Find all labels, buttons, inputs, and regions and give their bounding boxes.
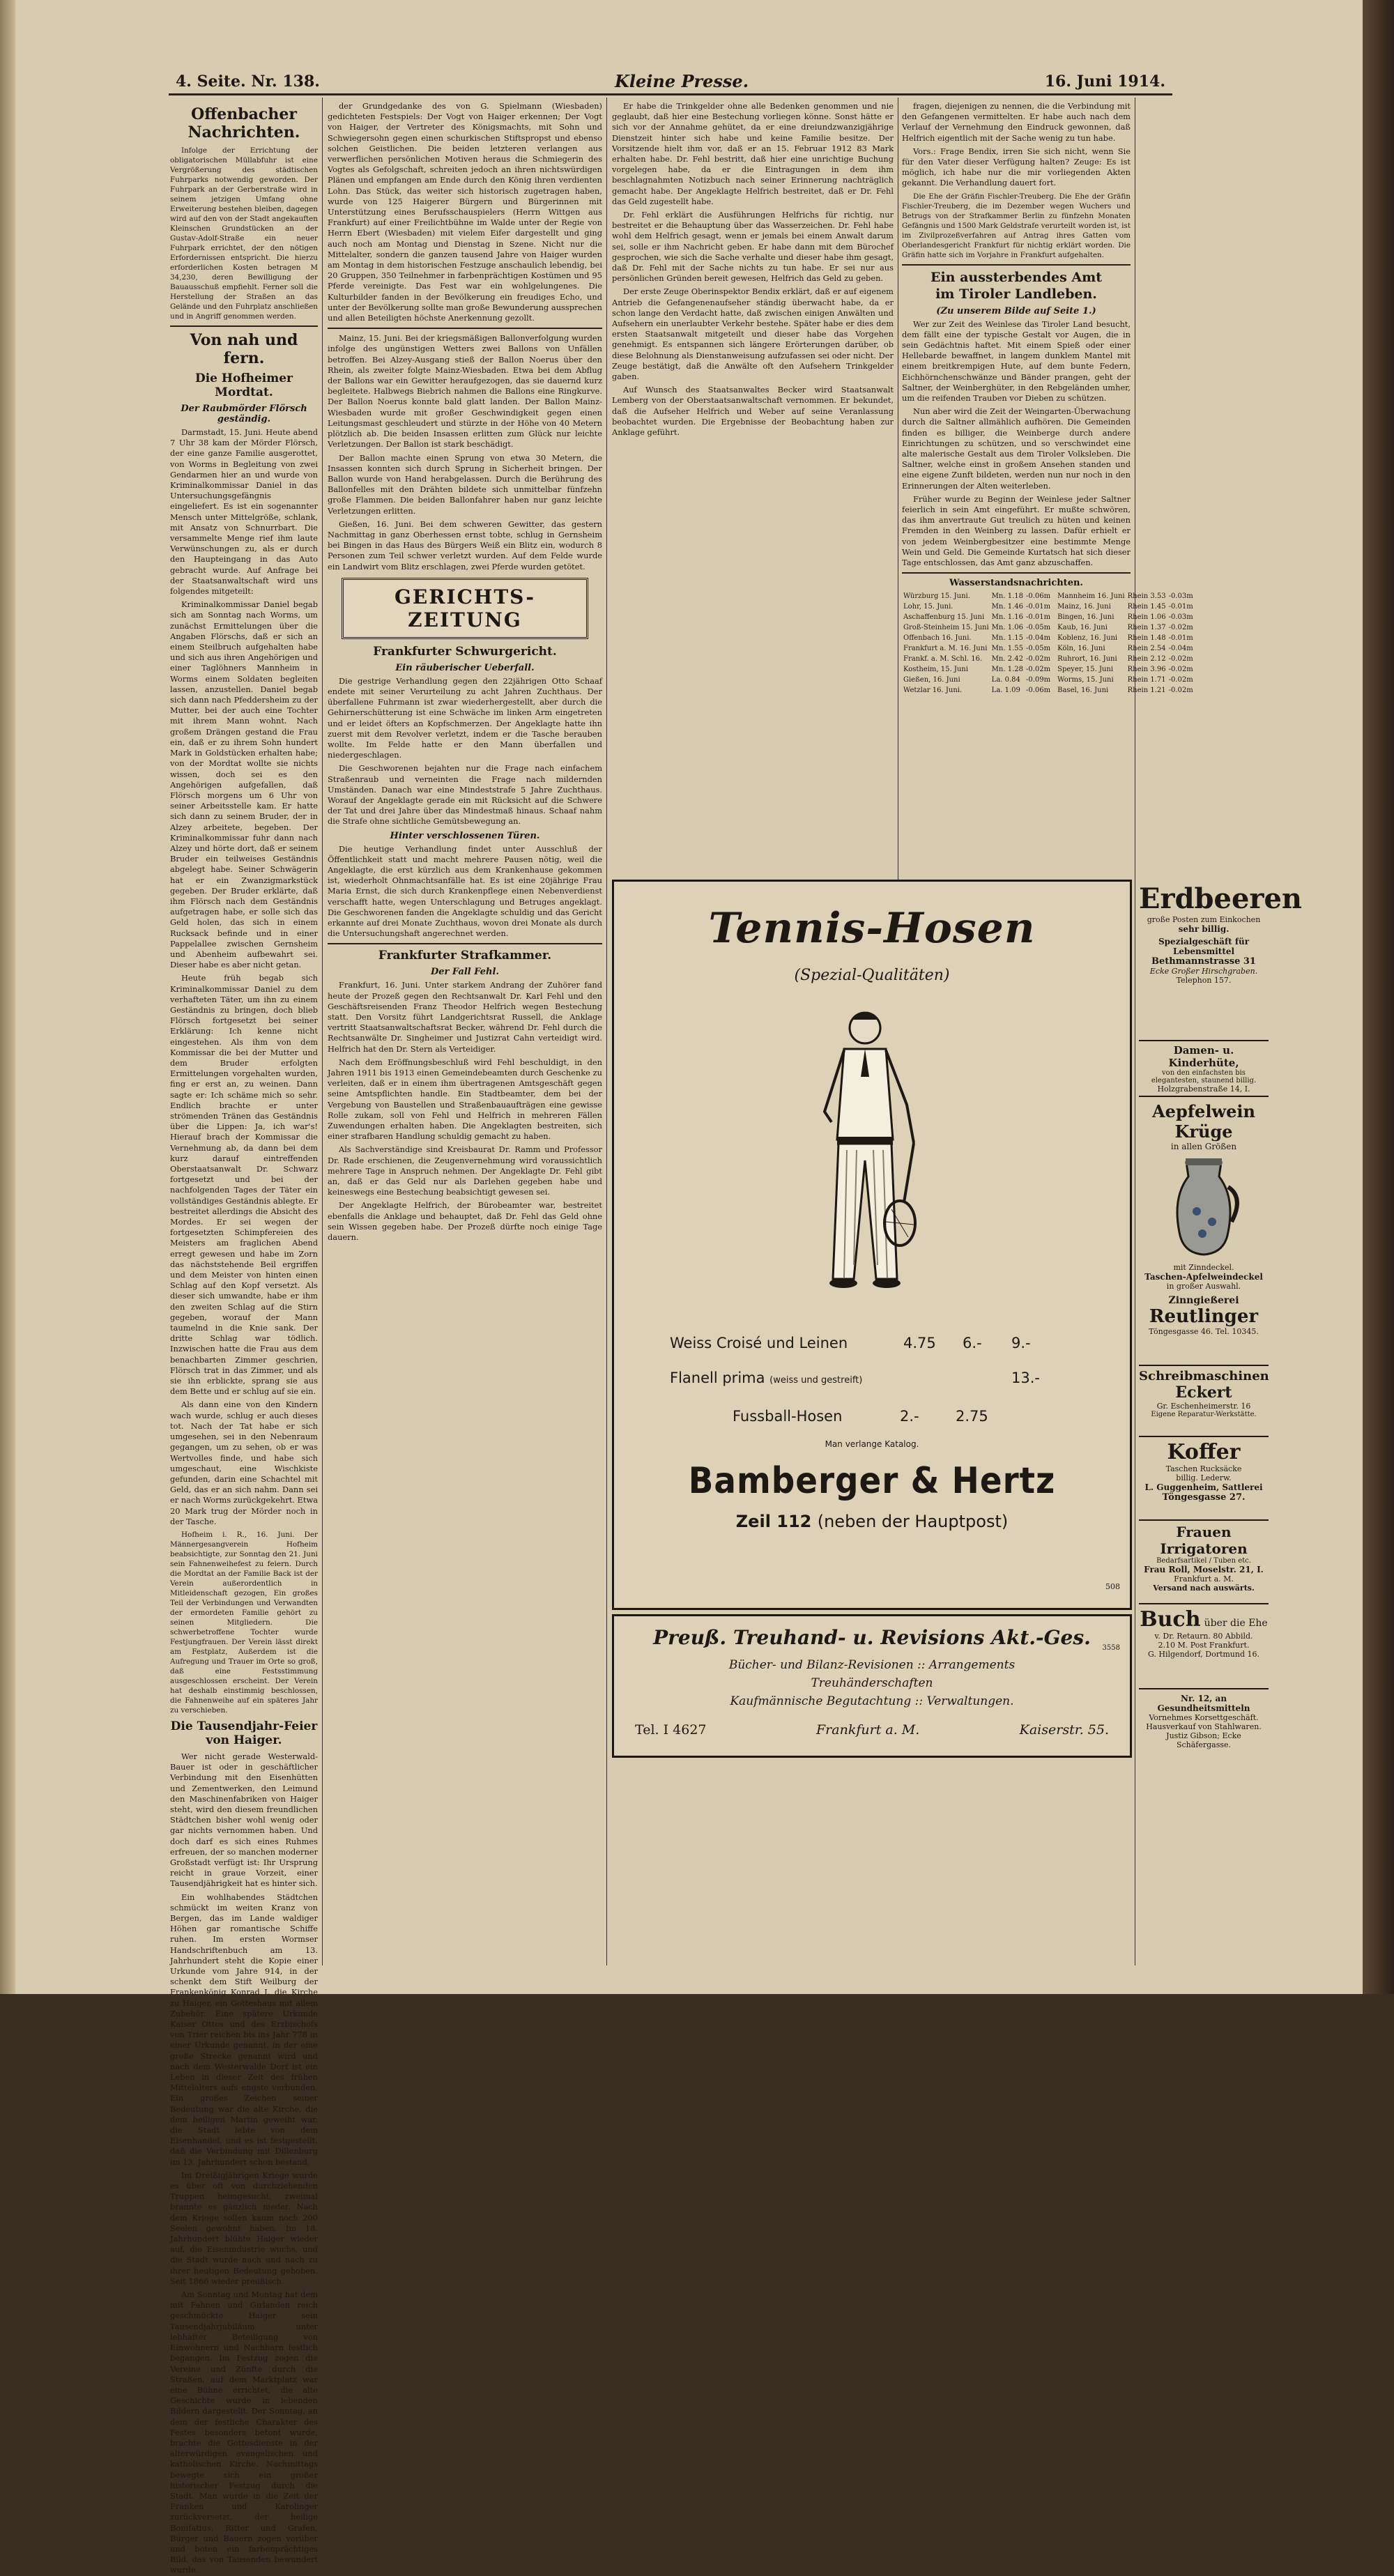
wasserstand-row	[1056, 622, 1195, 633]
heading-tiroler-landleben: im Tiroler Landleben.	[935, 286, 1097, 302]
ad-damenhuete	[1139, 1041, 1269, 1097]
price-row-fussball	[733, 1408, 1081, 1425]
wasserstand-cell: La. 0.84	[991, 676, 1020, 684]
heading-nah-fern: Von nah und fern.	[190, 331, 298, 367]
ad-subtitle: (Spezial-Qualitäten)	[794, 967, 950, 984]
small-ads-column	[1139, 880, 1303, 1869]
wasserstand-cell: Rhein 3.96	[1127, 666, 1166, 674]
article-paragraph: Auf Wunsch des Staatsanwaltes Becker wird Staatsanwalt Lemberg von der Oberstaatsanwaltschaft vernommen. Er bekundet, daß die Aufseher Helfrich und Weber auf seine Veranlassung beobachtet wurden. Die Ergebnisse der Beobachtung haben zur Anklage geführt.	[612, 385, 894, 438]
wasserstand-cell: Frankfurt a. M. 16. Juni	[903, 645, 988, 653]
ad-title: Damen- u. Kinderhüte,	[1168, 1044, 1239, 1069]
wasserstand-row	[902, 664, 1052, 675]
ad-line: Zinngießerei	[1168, 1295, 1239, 1306]
article-paragraph: Kriminalkommissar Daniel begab sich am Sonntag nach Worms, um zunächst Ermittelungen über die Angaben Flörschs, daß er sich an einem Steilbruch aufgehalten habe und sich aus ihren Angehörigen und einer Taglöhners Mannheim in Worms einem Soldaten begleiten lassen, anzustellen. Daniel begab sich dann nach Pfeddersheim zu der Mutter, bei der auch eine Tochter mit ihrem Mann wohnt. Nach großem Drängen gestand die Frau ein, daß er zu ihrem Sohn hundert Mark in Goldstücken erhalten habe; von der Mordtat wollte sie nichts wissen, doch sei es den Angehörigen aufgefallen, daß Flörsch morgens um 6 Uhr von seiner Arbeitsstelle kam. Er hatte sich dann zu seinem Bruder, der in Alzey arbeitete, begeben. Der Kriminalkommissar fuhr dann nach Alzey und hörte dort, daß er seinem Bruder ein teilweises Geständnis abgelegt habe. Seiner Schwägerin hat er ein Zwanzigmarkstück gegeben. Der Bruder erklärte, daß ihm Flörsch nach dem Geständnis aufgetragen habe, er solle sich das Geld holen, das sich in einem Rucksack befinde und in einer Pappelallee zwischen Gernsheim und Abenheim aufbewahrt sei. Dieser habe es aber nicht getan.	[170, 599, 318, 970]
gerichts-zeitung-banner: GERICHTS-ZEITUNG	[342, 578, 588, 639]
article-paragraph: Wer nicht gerade Westerwald-Bauer ist oder in geschäftlicher Verbindung mit den Eisenhütten und Zementwerken, den Leimund den Maschinenfabriken von Haiger steht, wird den diesem freundlichen Städtchen bisher wohl wenig oder gar nichts vernommen haben. Und doch darf es sich eines Ruhmes erfreuen, der so manchen moderner Großstadt verfügt ist: Ihr Ursprung reicht in graue Vorzeit, einer Tausendjährigkeit hat es hinter sich.	[170, 1751, 318, 1889]
ad-title: Frauen Irrigatoren	[1160, 1524, 1248, 1557]
ad-title: Aepfelwein Krüge	[1152, 1101, 1255, 1142]
wasserstand-left	[902, 591, 1052, 696]
wasserstand-cell: -0.02m	[1168, 666, 1193, 674]
price-label: Flanell prima	[670, 1370, 765, 1386]
wasserstand-cell: Rhein 2.12	[1127, 655, 1166, 664]
article-paragraph: fragen, diejenigen zu nennen, die die Verbindung mit den Gefangenen vermittelten. Er habe auch nach dem Verlauf der Vernehmung den Eindruck gewonnen, daß Helfrich eigentlich mit der Sache wenig zu tun habe.	[902, 101, 1131, 143]
ad-line: Ecke Großer Hirschgraben.	[1149, 967, 1258, 976]
wasserstand-cell: -0.02m	[1168, 676, 1193, 684]
wasserstand-cell: -0.06m	[1025, 687, 1051, 695]
header-date: 16. Juni 1914.	[1044, 72, 1165, 91]
wasserstand-row	[1056, 685, 1195, 696]
wasserstand-cell: Worms, 15. Juni	[1057, 676, 1114, 684]
price-row-flanell	[670, 1370, 1088, 1386]
wasserstand-cell: Ruhrort, 16. Juni	[1057, 655, 1117, 664]
subheading-ueberfall: Ein räuberischer Ueberfall.	[395, 662, 535, 673]
wasserstand-cell: Kostheim, 15. Juni	[903, 666, 968, 674]
wasserstand-cell: -0.09m	[1025, 676, 1051, 684]
column-rule	[606, 98, 607, 1965]
wasserstand-cell: -0.01m	[1168, 603, 1193, 611]
wasserstand-row	[1056, 654, 1195, 664]
page-edge	[0, 0, 15, 1994]
price-value: 2.75	[956, 1408, 988, 1425]
ad-firm-name: Eckert	[1175, 1383, 1232, 1402]
article-paragraph: Nach dem Eröffnungsbeschluß wird Fehl beschuldigt, in den Jahren 1911 bis 1913 einen Gemeindebeamten durch Geschenke zu verleiten, daß er in einem ihm übertragenen Amtsgeschäft gegen seine Amtspflichten handle. Ein Stadtbeamter, dem bei der Vergebung von Baustellen und Straßenbauaufträgen eine gewisse Rolle zukam, soll von Fehl und Helfrich in mehreren Fällen Zuwendungen erhalten haben. Die Angeklagten bestreiten, sich einer strafbaren Handlung schuldig gemacht zu haben.	[328, 1057, 602, 1142]
wasserstand-row	[902, 654, 1052, 664]
ad-address: Gr. Eschenheimerstr. 16	[1156, 1402, 1251, 1411]
ad-title: Tennis-Hosen	[708, 904, 1036, 953]
article-offenbach: Infolge der Errichtung der obligatorischen Müllabfuhr ist eine Vergrößerung des städtischen Fuhrparks notwendig geworden. Der Fuhrpark an der Gerberstraße wird in seinem jetzigen Umfang ohne Erweiterung bestehen bleiben, dagegen wird auf den von der Stadt angekauften Kleinschen Grundstücken an der Gustav-Adolf-Straße ein neuer Fuhrpark errichtet, der den nötigen Erfordernissen entspricht. Die hierzu erforderlichen Kosten betragen M 34,230, deren Bewilligung der Bauausschuß empfiehlt. Ferner soll die Herstellung der Straßen an das Gelände und den Fuhrplatz anschließen und in Angriff genommen werden.	[170, 146, 318, 321]
wasserstand-cell: Frankf. a. M. Schl. 16.	[903, 655, 983, 664]
wasserstand-row	[902, 601, 1052, 612]
price-row-croise	[670, 1335, 1088, 1351]
ad-line: Frankfurt a. M.	[1174, 1574, 1234, 1584]
column-3	[612, 101, 894, 969]
wasserstand-row	[1056, 601, 1195, 612]
column-4	[902, 101, 1193, 969]
wasserstand-right	[1056, 591, 1195, 696]
ad-firm-name: Reutlinger	[1149, 1306, 1259, 1327]
ad-line: Bedarfsartikel / Tuben etc.	[1156, 1557, 1251, 1565]
ad-line: in allen Größen	[1170, 1142, 1237, 1151]
article-paragraph: Der Angeklagte Helfrich, der Bürobeamter war, bestreitet ebenfalls die Anklage und behauptet, daß Dr. Fehl das Geld ohne sein Wissen gegeben habe. Der Prozeß dürfte noch einige Tage dauern.	[328, 1200, 602, 1243]
price-label: Fussball-Hosen	[733, 1408, 843, 1425]
column-1	[170, 101, 318, 2575]
ad-line: Nr. 12, an Gesundheitsmitteln	[1157, 1694, 1250, 1713]
ad-address: Töngesgasse 46. Tel. 10345.	[1149, 1327, 1259, 1336]
ad-katalog-note: Man verlange Katalog.	[825, 1439, 919, 1449]
article-paragraph: Er habe die Trinkgelder ohne alle Bedenken genommen und nie geglaubt, daß hier eine Bestechung vorliegen könne. Sonst hätte er sich vor der Annahme gehütet, da er eine dreiundzwanzigjährige Dienstzeit hinter sich habe und keine Familie besitze. Der Vorsitzende hielt ihm vor, daß er an 15. Februar 1912 83 Mark erhalten habe. Dr. Fehl bestritt, daß hier eine unrichtige Buchung vorgelegen habe, da er die Eintragungen in dem ihm beschlagnahmten Notizbuch nach seiner Erinnerung nachträglich gemacht habe. Der Angeklagte Helfrich bestreitet, daß er Dr. Fehl das Geld zugestellt habe.	[612, 101, 894, 206]
wasserstand-cell: Offenbach 16. Juni.	[903, 634, 972, 643]
wasserstand-cell: -0.01m	[1168, 634, 1193, 643]
ad-line: Frau Roll, Moselstr. 21, I.	[1144, 1565, 1264, 1574]
ad-line: Spezialgeschäft für Lebensmittel	[1158, 937, 1250, 956]
wasserstand-cell: Köln, 16. Juni	[1057, 645, 1105, 653]
divider	[328, 943, 602, 944]
ad-phone: Telephon 157.	[1176, 976, 1232, 985]
ad-koffer	[1139, 1437, 1269, 1521]
heading-haiger: Die Tausendjahr-Feier von Haiger.	[170, 1719, 318, 1747]
subheading-hinter-tueren: Hinter verschlossenen Türen.	[390, 830, 540, 841]
wasserstand-cell: -0.02m	[1025, 655, 1051, 664]
ad-line: große Posten zum Einkochen	[1147, 915, 1261, 924]
wasserstand-cell: Rhein 1.06	[1127, 613, 1166, 622]
wasserstand-cell: Wetzlar 16. Juni.	[903, 687, 963, 695]
wasserstand-row	[902, 633, 1052, 643]
tennis-player-illustration	[788, 1000, 942, 1293]
ad-title: Buch	[1140, 1607, 1201, 1632]
ad-title: Koffer	[1167, 1440, 1241, 1464]
wasserstand-cell: Groß-Steinheim 15. Juni	[903, 624, 989, 632]
wasserstand-cell: Würzburg 15. Juni.	[903, 592, 970, 601]
article-paragraph: Darmstadt, 15. Juni. Heute abend 7 Uhr 38 kam der Mörder Flörsch, der eine ganze Familie ausgerottet, von Worms in Begleitung von zwei Gendarmen hier an und wurde von Kriminalkommissar Daniel in das Untersuchungsgefängnis eingeliefert. Es ist ein sogenannter Mensch unter Mittelgröße, schlank, mit Ansatz von Schnurrbart. Die versammelte Menge rief ihm laute Verwünschungen zu, als er durch den Haupteingang in das Auto gebracht wurde. Auf Anfrage bei der Staatsanwaltschaft wird uns folgendes mitgeteilt:	[170, 427, 318, 597]
ad-erdbeeren	[1139, 880, 1303, 1041]
ad-phone: Tel. I 4627	[635, 1722, 707, 1738]
article-paragraph: Im Dreißigjährigen Kriege wurde es über oft von durchziehenden Truppen heimgesucht, zweimal brannte es gänzlich nieder. Nach dem Kriege sollen kaum noch 200 Seelen gewohnt haben. Im 18. Jahrhundert blühte Haiger wieder auf, die Eisenindustrie wuchs, und die Stadt wurde nach und nach zu ihrer heutigen Bedeutung gehoben. Seit 1866 wieder preußisch.	[170, 2170, 318, 2286]
ad-title: Preuß. Treuhand- u. Revisions Akt.-Ges.	[653, 1626, 1091, 1649]
ad-treuhand	[612, 1614, 1132, 1758]
wasserstand-row	[902, 675, 1052, 685]
wasserstand-cell: Mn. 1.16	[991, 613, 1023, 622]
wasserstand-cell: Rhein 1.48	[1127, 634, 1166, 643]
ad-buch-ehe	[1139, 1604, 1269, 1689]
wasserstand-cell: Mn. 1.18	[991, 592, 1023, 601]
article-paragraph: Als dann eine von den Kindern wach wurde, schlug er auch dieses tot. Nach der Tat habe er sich umgesehen, sei in den Nebenraum gegangen, um zu sehen, ob er was Wertvolles finde, und habe sich umgeschaut, eine Wischkiste gefunden, darin eine Schachtel mit Geld, das er an sich nahm. Dann sei er nach Worms zurückgekehrt. Etwa 20 Mark trug der Mörder noch in der Tasche.	[170, 1400, 318, 1526]
ad-line: G. Hilgendorf, Dortmund 16.	[1148, 1650, 1259, 1659]
ad-misc	[1139, 1689, 1269, 1864]
wasserstand-cell: -0.05m	[1025, 645, 1051, 653]
wasserstand-cell: -0.03m	[1168, 592, 1193, 601]
divider	[328, 328, 602, 329]
ad-line: Holzgrabenstraße 14, I.	[1157, 1084, 1250, 1094]
price-value: 6.-	[963, 1335, 982, 1351]
ad-title: Erdbeeren	[1139, 882, 1303, 915]
ad-line: Eigene Reparatur-Werkstätte.	[1151, 1411, 1257, 1418]
article-paragraph: Ein wohlhabendes Städtchen schmückt im weiten Kranz von Bergen, das im Lande waldiger Höhen gar romantische Schiffe ruhen. Im ersten Wormser Handschriftenbuch am 13. Jahrhundert steht die Kopie einer Urkunde vom Jahre 914, in der schenkt dem Stift Weilburg der Frankenkönig Konrad I. die Kirche zu Haiger, ein Gotteshaus mit allem Zubehör. Eine spätere Urkunde Kaiser Ottos und des Erzbischofs von Trier reichen bis ins Jahr 778 in einer Urkunde genannt, in der eine große Strecke genannt wird und nach dem Westerwalde Dorf ist ein Leben in dieser Zeit des frühen Mittelalters aufs engste verbunden. Ein großes Zeichen seiner Bedeutung war die alte Kirche, die dem heiligen Martin geweiht war, die Stadt lebte von dem Eisenhandel, und es ist festgestellt, daß die Verbindung mit Dillenburg im 13. Jahrhundert schon bestand.	[170, 1892, 318, 2167]
article-paragraph: Am Sonntag und Montag hat dem mit Fahnen und Girlanden reich geschmückte Haiger sein Tausendjahrjubiläum unter lebhafter Beteiligung von Einwohnern und Nachbarn festlich begangen. Im Festzug zogen die Vereine und Zünfte durch die Straßen, auf dem Marktplatz war eine Bühne errichtet, die alte Geschichte wurde in lebenden Bildern dargestellt. Der Sonntag, an dem der festliche Charakter des Festes besonders betont wurde, brachte die Gottesdienste in der alterwürdigen evangelischen und katholischen Kirche. Nachmittags bewegte sich ein großer historischer Festzug durch die Stadt. Man wurde in die Zeit der Franken und Karolinger zurückversetzt, der heilige Bonifatius, Ritter und Grafen, Bürger und Bauern zogen vorüber und boten ein farbenprächtiges Bild, das von Tausenden bewundert wurde.	[170, 2290, 318, 2575]
ad-frauen	[1139, 1521, 1269, 1604]
ad-schreibmaschinen	[1139, 1366, 1269, 1437]
header-masthead: Kleine Presse.	[615, 71, 749, 91]
price-note: (weiss und gestreift)	[769, 1375, 863, 1386]
jug-illustration	[1162, 1156, 1246, 1260]
price-value: 13.-	[1011, 1370, 1040, 1386]
article-hofheim: Hofheim i. R., 16. Juni. Der Männergesangverein Hofheim beabsichtigte, zur Sonntag den 21. Juni sein Fahnenweihefest zu feiern. Durch die Mordtat an der Familie Back ist der Verein außerordentlich in Mitleidenschaft gezogen, Ein großes Teil der Verbindungen und Verwandten der ermordeten Familie gehört zu seinen Mitgliedern. Die schwerbetroffene Tochter wurde Festjungfrauen. Der Verein lässt direkt am Festplatz, Außerdem ist die Aufregung und Trauer im Orte so groß, daß eine Festsstimmung ausgeschlossen erscheint. Der Verein hat deshalb einstimmig beschlossen, die Fahnenweihe auf ein späteres Jahr zu verschieben.	[170, 1530, 318, 1715]
wasserstand-row	[902, 685, 1052, 696]
price-value: 9.-	[1011, 1335, 1031, 1351]
article-paragraph: Heute früh begab sich Kriminalkommissar Daniel zu dem verhafteten Täter, um ihn zu einem Geständnis zu bringen, doch blieb Flörsch fortgesetzt bei seiner Erklärung: Ich kenne nicht eingestehen. Als ihm von dem Kommissar die bei der Mutter und dem Bruder erfolgten Ermittelungen vorgehalten wurden, fing er erst an, zu weinen. Dann sagte er: Ich schäme mich so sehr. Endlich brachte er unter strömenden Tränen das Geständnis über die Lippen: Ja, ich war's! Hierauf brach der Kommissar die Vernehmung ab, da dann bei dem kurz darauf eintreffenden Oberstaatsanwalt Dr. Schwarz fortgesetzt und bei der nachfolgenden Tages der Täter ein vollständiges Geständnis ablegte. Er bestreitet allerdings die Absicht des Mordes. Er sei wegen der fortgesetzten Schimpfereien des Meisters am fraglichen Abend erregt gewesen und habe im Zorn das nächststehende Beil ergriffen und dem Meister von hinten einen Schlag auf den Kopf versetzt. Als dieser sich umwandte, habe er ihm den zweiten Schlag auf die Stirn gegeben, worauf der Mann taumelnd in die Knie sank. Der dritte Schlag war tödlich. Inzwischen hatte die Frau aus dem benachbarten Zimmer geschrien, Flörsch trat in das Zimmer, und als sie ihn erblickte, sprang sie aus dem Bette und er schlug auf sie ein.	[170, 973, 318, 1397]
wasserstand-cell: Rhein 1.21	[1127, 687, 1166, 695]
wasserstand-cell: Rhein 2.54	[1127, 645, 1166, 653]
wasserstand-cell: -0.04m	[1168, 645, 1193, 653]
ad-street: Kaiserstr. 55.	[1019, 1722, 1109, 1738]
wasserstand-row	[1056, 675, 1195, 685]
subheading-mordtat: Der Raubmörder Flörsch geständig.	[181, 404, 307, 424]
article-paragraph: Als Sachverständige sind Kreisbaurat Dr. Ramm und Professor Dr. Rade erschienen, die Zeugenvernehmung wird voraussichtlich mehrere Tage in Anspruch nehmen. Der Angeklagte Dr. Fehl gibt an, daß er das Geld nur als Darlehen gegeben habe und keineswegs eine Bestechung beabsichtigt gewesen sei.	[328, 1144, 602, 1197]
wasserstand-cell: Rhein 1.37	[1127, 624, 1166, 632]
article-paragraph: Früher wurde zu Beginn der Weinlese jeder Saltner feierlich in sein Amt eingeführt. Er mußte schwören, das ihm anvertraute Gut treulich zu hüten und keinen Fremden in den Weinberg zu lassen. Dafür erhielt er von jedem Weinbergbesitzer eine bestimmte Menge Wein und Geld. Die Gemeinde Kurtatsch hat sich dieser Tage entschlossen, das Amt ganz abzuschaffen.	[902, 493, 1131, 568]
wasserstand-cell: Basel, 16. Juni	[1057, 687, 1109, 695]
wasserstand-cell: Bingen, 16. Juni	[1057, 613, 1115, 622]
column-2	[328, 101, 602, 1955]
ad-line: Vornehmes Korsettgeschäft.	[1149, 1713, 1259, 1722]
wasserstand-table	[902, 591, 1193, 696]
wasserstand-row	[1056, 633, 1195, 643]
wasserstand-cell: -0.02m	[1168, 687, 1193, 695]
ad-line: Justiz Gibson; Ecke Schäfergasse.	[1166, 1731, 1241, 1749]
ad-street: Zeil 112	[735, 1512, 812, 1531]
ad-line: Hausverkauf von Stahlwaren.	[1146, 1722, 1262, 1731]
wasserstand-row	[902, 622, 1052, 633]
wasserstand-cell: -0.02m	[1168, 655, 1193, 664]
page-header	[169, 70, 1172, 95]
ad-line: Taschen-Apfelweindeckel	[1144, 1272, 1263, 1282]
price-value: 2.-	[900, 1408, 919, 1425]
ad-line: mit Zinndeckel.	[1173, 1263, 1234, 1272]
heading-mordtat: Die Hofheimer Mordtat.	[194, 371, 293, 399]
divider	[170, 325, 318, 327]
wasserstand-cell: -0.01m	[1025, 603, 1051, 611]
wasserstand-cell: Kaub, 16. Juni	[1057, 624, 1108, 632]
ad-title: Schreibmaschinen	[1139, 1369, 1269, 1383]
ad-line: Taschen Rucksäcke	[1165, 1464, 1242, 1473]
article-paragraph: Dr. Fehl erklärt die Ausführungen Helfrichs für richtig, nur bestreitet er die Behauptung über das Wasserzeichen. Dr. Fehl habe wohl dem Helfrich gesagt, wenn er jemals bei einem Anwalt darum sei, solle er ihm Nachricht geben. Er habe dann mit dem Bürochef gesprochen, wie sich die Sache verhalte und dieser habe ihm gesagt, daß Dr. Fehl mit der Sache nichts zu tun habe. Er sei nur aus persönlichen Gründen bereit gewesen, Helfrich das Geld zu geben.	[612, 210, 894, 284]
wasserstand-cell: Mn. 1.28	[991, 666, 1023, 674]
wasserstand-cell: Gießen, 16. Juni	[903, 676, 960, 684]
wasserstand-cell: Rhein 3.53	[1127, 592, 1166, 601]
wasserstand-cell: Mn. 1.55	[991, 645, 1023, 653]
price-label: Weiss Croisé und Leinen	[670, 1335, 848, 1351]
ad-line: Bücher- und Bilanz-Revisionen :: Arrangements	[728, 1658, 1016, 1672]
wasserstand-cell: -0.02m	[1168, 624, 1193, 632]
divider	[902, 264, 1131, 266]
article-fischler: Die Ehe der Gräfin Fischler-Treuberg. Die Ehe der Gräfin Fischler-Treuberg, die im Dezember wegen Wuchers und Betrugs von der Strafkammer Berlin zu fünfzehn Monaten Gefängnis und 1500 Mark Geldstrafe verurteilt worden ist, ist im Zivilprozeßverfahren auf Antrag ihres Gatten vom Oberlandesgericht Frankfurt für nichtig erklärt worden. Die Gräfin hatte sich im Vorjahre in Frankfurt aufgehalten.	[902, 192, 1131, 259]
ad-firm-name: L. Guggenheim, Sattlerei	[1144, 1482, 1263, 1492]
ad-aepfelwein	[1139, 1097, 1269, 1366]
article-paragraph: Der erste Zeuge Oberinspektor Bendix erklärt, daß er auf eigenem Antrieb die Gefangenenaufseher ständig überwacht habe, da er schon lange den Verdacht hatte, daß zwischen einigen Anwälten und Aufsehern ein unerlaubter Verkehr bestehe. Später habe er dies dem ersten Staatsanwalt mitgeteilt und dieser habe das Vorgehen genehmigt. Es entspannen sich längere Erörterungen darüber, ob diese Belohnung als Dienstanweisung aufzufassen sei oder nicht. Der Zeuge bestätigt, daß die Anwälte oft den Aufsehern Trinkgelder gaben.	[612, 286, 894, 382]
article-paragraph: der Grundgedanke des von G. Spielmann (Wiesbaden) gedichteten Festspiels: Der Vogt von Haiger erkennen; Der Vogt von Haiger, der Vertreter des Königsmachts, mit Sohn und Schwiegersohn gegen einen schurkischen Stiftspropst und ebenso solchen Geistlichen. Die beiden letzteren verlangen aus verwerflichen persönlichen Motiven heraus die Schmiegerin des Vogtes als Gefolgschaft, schreiten jedoch an ihren nichtswürdigen Plänen und empfangen am Ende durch den König ihren verdienten Lohn. Das Stück, das weiter sich historisch zugetragen haben, wurde von 125 Haigerer Bürgern und Bürgerinnen mit Unterstützung eines Berufsschauspielers (Herrn Wittgen aus Frankfurt) auf einer Freilichtbühne im Walde unter der Regie von Herrn Ebert (Wiesbaden) mit vielem Eifer dargestellt und ging auch noch am Montag und Dienstag in Szene. Nicht nur die Mittelalter, sondern die ganzen tausend Jahre von Haiger wurden am Montag in dem historischen Festzuge anschaulich lebendig, bei 20 Gruppen, 350 Teilnehmer in farbenprächtigen Kostümen und 95 Pferde vereinigte. Das Fest war ein wohlgelungenes. Die Kulturbilder fanden in der Bevölkerung ein freudiges Echo, und unter der Bevölkerung sollte man große Bewunderung aussprechen und allen Beteiligten höchste Anerkennung gezollt.	[328, 101, 602, 323]
wasserstand-row	[1056, 664, 1195, 675]
newspaper-page	[15, 0, 1374, 2575]
wasserstand-cell: Mainz, 16. Juni	[1057, 603, 1111, 611]
wasserstand-cell: Mannheim 16. Juni	[1057, 592, 1125, 601]
column-rule	[322, 98, 323, 1965]
ad-city: Frankfurt a. M.	[816, 1722, 920, 1738]
heading-schwurgericht: Frankfurter Schwurgericht.	[373, 644, 557, 659]
ad-line: Kaufmännische Begutachtung :: Verwaltungen.	[730, 1694, 1014, 1708]
wasserstand-cell: Aschaffenburg 15. Juni	[903, 613, 985, 622]
subheading-bild: (Zu unserem Bilde auf Seite 1.)	[936, 305, 1096, 316]
heading-offenbach: Offenbacher Nachrichten.	[187, 105, 300, 141]
wasserstand-row	[902, 612, 1052, 622]
ad-line: billig. Lederw.	[1176, 1473, 1232, 1482]
wasserstand-cell: -0.06m	[1025, 592, 1051, 601]
ad-line: Treuhänderschaften	[811, 1676, 933, 1690]
article-paragraph: Frankfurt, 16. Juni. Unter starkem Andrang der Zuhörer fand heute der Prozeß gegen den Rechtsanwalt Dr. Karl Fehl und den Geschäftsreisenden Franz Theodor Helfrich wegen Bestechung statt. Den Vorsitz führt Landgerichtsrat Russell, die Anklage vertritt Staatsanwaltschaftsrat Becker, während Dr. Fehl durch die Rechtsanwälte Dr. Singheimer und Justizrat Cahn verteidigt wird. Helfrich hat den Dr. Stern als Verteidiger.	[328, 980, 602, 1054]
wasserstand-row	[1056, 612, 1195, 622]
wasserstand-cell: Koblenz, 16. Juni	[1057, 634, 1118, 643]
heading-aussterbendes-amt: Ein aussterbendes Amt	[930, 269, 1103, 285]
wasserstand-cell: Mn. 1.15	[991, 634, 1023, 643]
ad-line: von den einfachsten bis elegantesten, staunend billig.	[1151, 1069, 1257, 1084]
ad-line: 2.10 M. Post Frankfurt.	[1158, 1641, 1250, 1650]
ad-line: sehr billig.	[1178, 924, 1230, 934]
wasserstand-cell: Mn. 1.06	[991, 624, 1023, 632]
ad-line: v. Dr. Retaurn. 80 Abbild.	[1154, 1632, 1253, 1641]
wasserstand-cell: La. 1.09	[991, 687, 1020, 695]
ad-tennis-hosen	[612, 880, 1132, 1610]
article-paragraph: Der Ballon machte einen Sprung von etwa 30 Metern, die Insassen konnten sich durch Sprung in Sicherheit bringen. Der Ballon wurde von Hand herabgelassen. Durch die Berührung des Ballonfelles mit den Drähten bildete sich unmittelbar fünfzehn große Flammen. Die beiden Ballonfahrer haben nur ganz leichte Verletzungen erlitten.	[328, 452, 602, 516]
article-mainz: Mainz, 15. Juni. Bei der kriegsmäßigen Ballonverfolgung wurden infolge des ungünstigen Wetters zwei Ballons von Unfällen betroffen. Bei Alzey-Ausgang stieß der Ballon Noerus über den Rhein, als zweiter folgte Mainz-Wiesbaden. Etwa bei dem Abflug der Ballons war ein Gewitter heraufgezogen, das sie dauernd kurz begleitete. Halbwegs Biebrich nahmen die Ballons eine Ringkurve. Der Ballon Noerus konnte bald glatt landen. Der Ballon Mainz-Wiesbaden wurde mit großer Geschwindigkeit gegen einen Leitungsmast geschleudert und stürzte in der Höhe von 40 Metern plötzlich ab. Die beiden Insassen erlitten zum Glück nur leichte Verletzungen. Der Ballon ist stark beschädigt.	[328, 333, 602, 450]
article-paragraph: Die heutige Verhandlung findet unter Ausschluß der Öffentlichkeit statt und macht mehrere Pausen nötig, weil die Angeklagte, die erst kürzlich aus dem Krankenhause gekommen ist, wiederholt Ohnmachtsanfälle hat. Es ist eine 20jährige Frau Maria Ernst, die sich durch Krankenpflege einen Nebenverdienst verschafft hatte, wegen Unterschlagung und Betruges angeklagt. Die Geschworenen fanden die Angeklagte schuldig und das Gericht erkannte auf drei Monate Zuchthaus, wovon drei Monate als durch die Untersuchungshaft angerechnet werden.	[328, 843, 602, 939]
ad-line: Versand nach auswärts.	[1153, 1584, 1255, 1593]
wasserstand-cell: -0.04m	[1025, 634, 1051, 643]
wasserstand-row	[1056, 643, 1195, 654]
price-value: 4.75	[903, 1335, 936, 1351]
article-paragraph: Die Geschworenen bejahten nur die Frage nach einfachem Straßenraub und verneinten die Frage nach mildernden Umständen. Danach war eine Mindeststrafe 5 Jahre Zuchthaus. Worauf der Angeklagte gerade ein mit Rücksicht auf die Schwere der Tat und drei Jahre über das Mindestmaß hinaus. Schaaf nahm die Strafe ohne sichtliche Gemütsbewegung an.	[328, 763, 602, 827]
ad-address: Töngesgasse 27.	[1162, 1492, 1246, 1503]
wasserstand-cell: -0.01m	[1025, 613, 1051, 622]
ad-firm-name: Bamberger & Hertz	[688, 1460, 1056, 1502]
article-paragraph: Vors.: Frage Bendix, irren Sie sich nicht, wenn Sie für den Vater dieser Verfügung halten? Zeuge: Es ist möglich, ich habe nur die mir vorliegenden Akten gekannt. Die Verhandlung dauert fort.	[902, 146, 1131, 188]
heading-strafkammer: Frankfurter Strafkammer.	[378, 949, 552, 963]
wasserstand-cell: Rhein 1.71	[1127, 676, 1166, 684]
wasserstand-row	[902, 591, 1052, 601]
wasserstand-row	[902, 643, 1052, 654]
wasserstand-cell: Mn. 2.42	[991, 655, 1023, 664]
article-paragraph: Nun aber wird die Zeit der Weingarten-Überwachung durch die Saltner allmählich aufhören. Die Gemeinden finden es billiger, die Weinberge durch andere Einrichtungen zu schützen, und so verschwindet eine alte malerische Gestalt aus dem Tiroler Volksleben. Die Saltner, welche einst in großem Ansehen standen und eine eigene Zunft bildeten, werden nun nur noch in den Erinnerungen der Alten weiterleben.	[902, 406, 1131, 491]
ad-address-note: (neben der Hauptpost)	[817, 1512, 1009, 1531]
ad-line: Bethmannstrasse 31	[1151, 956, 1256, 967]
divider	[902, 572, 1131, 574]
wasserstand-cell: Lohr, 15. Juni.	[903, 603, 953, 611]
wasserstand-cell: Rhein 1.45	[1127, 603, 1166, 611]
ad-line: in großer Auswahl.	[1166, 1282, 1241, 1291]
wasserstand-cell: Mn. 1.46	[991, 603, 1023, 611]
wasserstand-row	[1056, 591, 1195, 601]
book-spine	[1363, 0, 1394, 1994]
ad-address	[614, 1512, 1130, 1531]
article-paragraph: Wer zur Zeit des Weinlese das Tiroler Land besucht, dem fällt eine der typische Gestalt vor Augen, die in sein Gedächtnis haftet. Mit einem Spieß oder einer Hellebarde bewaffnet, in langem dunklem Mantel mit einem breitkrempigen Hute, auf dem bunte Federn, Eichhörnchenschwänze und Bänder prangen, geht der Saltner, der Weinberghüter, in den Rebgeländen umher, um die reifenden Trauben vor Dieben zu schützen.	[902, 319, 1131, 404]
subheading-fall-fehl: Der Fall Fehl.	[431, 967, 499, 978]
wasserstand-cell: -0.05m	[1025, 624, 1051, 632]
article-giessen: Gießen, 16. Juni. Bei dem schweren Gewitter, das gestern Nachmittag in ganz Oberhessen ernst tobte, schlug in Gernsheim bei Bingen in das Haus des Bürgers Weiß ein Blitz ein, wodurch 8 Personen zum Teil schwer verletzt wurden. Auf dem Felde wurde ein Landwirt vom Blitz erschlagen, zwei Pferde wurden getötet.	[328, 519, 602, 572]
ad-line: über die Ehe	[1204, 1618, 1268, 1629]
ad-code: 508	[1105, 1582, 1120, 1591]
ad-code: 3558	[1102, 1644, 1120, 1652]
header-page-number: 4. Seite. Nr. 138.	[176, 72, 320, 91]
article-paragraph: Die gestrige Verhandlung gegen den 22jährigen Otto Schaaf endete mit seiner Verurteilung zu acht Jahren Zuchthaus. Der überfallene Fuhrmann ist zwar wiederhergestellt, aber durch die Gehirnerschütterung ist eine Schwäche im linken Arm eingetreten und er leidet öfters an Kopfschmerzen. Der Angeklagte hatte ihn zuerst mit dem Revolver verletzt, indem er die Tasche berauben wollte. Im Felde hatte er den Mann überfallen und niedergeschlagen.	[328, 675, 602, 760]
wasserstand-cell: -0.03m	[1168, 613, 1193, 622]
wasserstand-cell: Speyer, 15. Juni	[1057, 666, 1114, 674]
wasserstand-cell: -0.02m	[1025, 666, 1051, 674]
heading-wasserstand: Wasserstandsnachrichten.	[949, 578, 1083, 589]
